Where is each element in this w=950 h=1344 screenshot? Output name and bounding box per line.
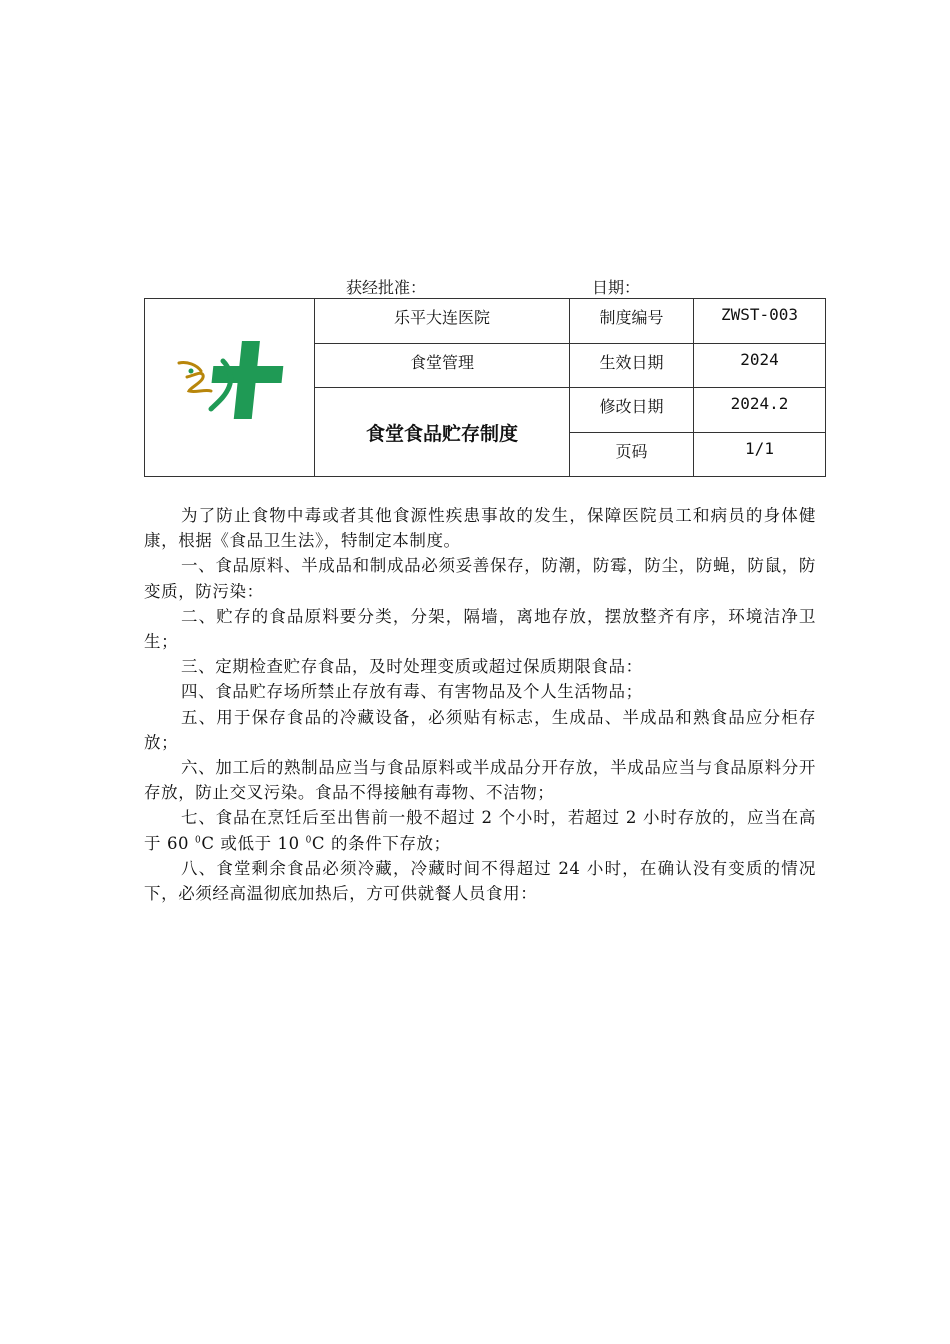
- clause-7: [144, 805, 816, 855]
- clause-7-part-a: 七、食品在烹饪后至出售前一般不超过 2 个小时，若超过 2 小时存放的，应当在高于 60: [144, 808, 816, 853]
- hospital-cross-logo-icon: [165, 331, 295, 441]
- clause-1: 一、食品原料、半成品和制成品必须妥善保存，防潮，防霉，防尘，防蝇，防鼠，防变质，防污染：: [144, 556, 816, 601]
- date-label: 日期：: [592, 278, 641, 297]
- clause-4: 四、食品贮存场所禁止存放有毒、有害物品及个人生活物品；: [181, 682, 643, 702]
- effective-date-value: 2024: [694, 343, 826, 388]
- clause-6: 六、加工后的熟制品应当与食品原料或半成品分开存放，半成品应当与食品原料分开存放，防止交叉污染。食品不得接触有毒物、不洁物；: [144, 758, 816, 803]
- department: 食堂管理: [315, 343, 570, 388]
- document-header-table: [144, 298, 826, 477]
- document-title: 食堂食品贮存制度: [315, 388, 570, 477]
- page-label: 页码: [570, 432, 694, 477]
- approval-line: [346, 277, 774, 299]
- date-blank: [640, 280, 774, 299]
- page-value: 1/1: [694, 432, 826, 477]
- clause-8: 八、食堂剩余食品必须冷藏，冷藏时间不得超过 24 小时，在确认没有变质的情况下，必须经高温彻底加热后，方可供就餐人员食用：: [144, 858, 816, 904]
- approved-label: 获经批准：: [346, 278, 427, 297]
- degree-superscript: 0: [195, 835, 202, 846]
- effective-date-label: 生效日期: [570, 343, 694, 388]
- code-label: 制度编号: [570, 299, 694, 344]
- degree-superscript: 0: [305, 835, 312, 846]
- clause-7-part-c: C 的条件下存放；: [311, 833, 451, 853]
- clause-5: 五、用于保存食品的冷藏设备，必须贴有标志，生成品、半成品和熟食品应分柜存放；: [144, 707, 816, 752]
- clause-3: 三、定期检查贮存食品，及时处理变质或超过保质期限食品：: [181, 657, 643, 677]
- revised-date-label: 修改日期: [570, 388, 694, 433]
- document-body: [144, 503, 816, 906]
- clause-7-part-b: C 或低于 10: [201, 833, 306, 853]
- org-name: 乐平大连医院: [315, 299, 570, 344]
- logo-cell: [145, 299, 315, 477]
- intro-paragraph: 为了防止食物中毒或者其他食源性疾患事故的发生，保障医院员工和病员的身体健康，根据《食品卫生法》，特制定本制度。: [144, 506, 816, 551]
- code-value: ZWST-003: [694, 299, 826, 344]
- clause-2: 二、贮存的食品原料要分类，分架，隔墙，离地存放，摆放整齐有序，环境洁净卫生；: [144, 606, 816, 652]
- approval-signature-blank: [426, 280, 570, 299]
- revised-date-value: 2024.2: [694, 388, 826, 433]
